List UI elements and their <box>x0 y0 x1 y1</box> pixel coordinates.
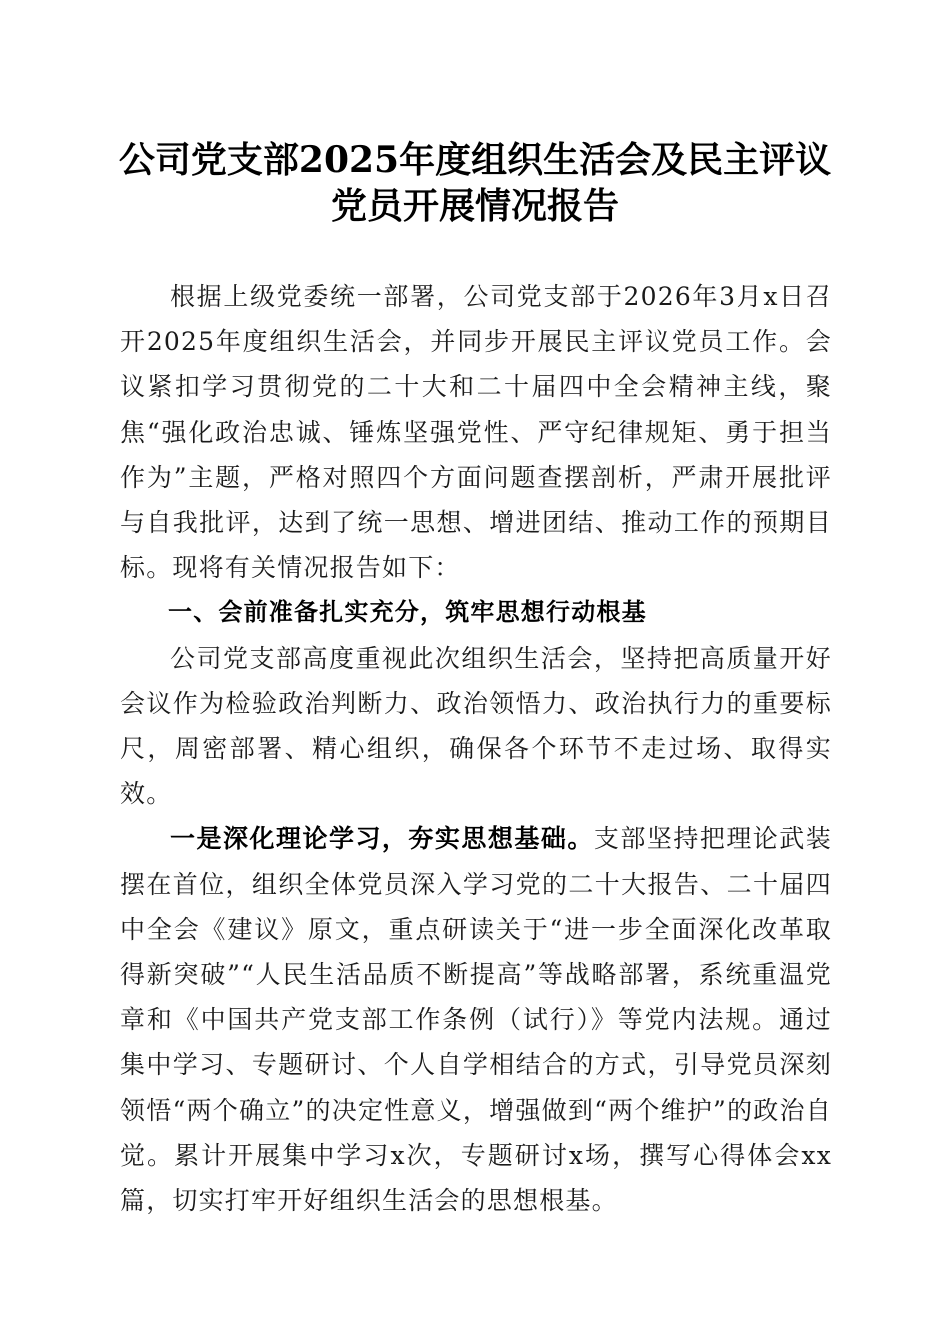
section-heading: 一、会前准备扎实充分，筑牢思想行动根基 <box>168 598 647 627</box>
intro-paragraph: 根据上级党委统一部署，公司党支部于2026年3月x日召开2025年度组织生活会，并同步开展民主评议党员工作。会议紧扣学习贯彻党的二十大和二十届四中全会精神主线，聚焦“强化政治忠诚、锤炼坚强党性、严守纪律规矩、勇于担当作为”主题，严格对照四个方面问题查摆剖析，严肃开展批评与自我批评，达到了统一思想、增进团结、推动工作的预期目标。现将有关情况报告如下： <box>120 282 832 583</box>
document-title-line2: 党员开展情况报告 <box>330 185 619 227</box>
study-paragraph <box>120 816 832 1223</box>
paragraph-lead-phrase: 一是深化理论学习，夯实思想基础。 <box>170 824 594 854</box>
paragraph-body-text: 支部坚持把理论武装摆在首位，组织全体党员深入学习党的二十大报告、二十届四中全会《建议》原文，重点研读关于“进一步全面深化改革取得新突破”“人民生活品质不断提高”等战略部署，系统重温党章和《中国共产党支部工作条例（试行）》等党内法规。通过集中学习、专题研讨、个人自学相结合的方式，引导党员深刻领悟“两个确立”的决定性意义，增强做到“两个维护”的政治自觉。累计开展集中学习x次，专题研讨x场，撰写心得体会xx篇，切实打牢开好组织生活会的思想根基。 <box>120 824 832 1216</box>
document-title-line1: 公司党支部2025年度组织生活会及民主评议 <box>118 139 832 181</box>
document-body <box>120 274 832 1223</box>
section-paragraph: 公司党支部高度重视此次组织生活会，坚持把高质量开好会议作为检验政治判断力、政治领悟力、政治执行力的重要标尺，周密部署、精心组织，确保各个环节不走过场、取得实效。 <box>120 643 832 809</box>
